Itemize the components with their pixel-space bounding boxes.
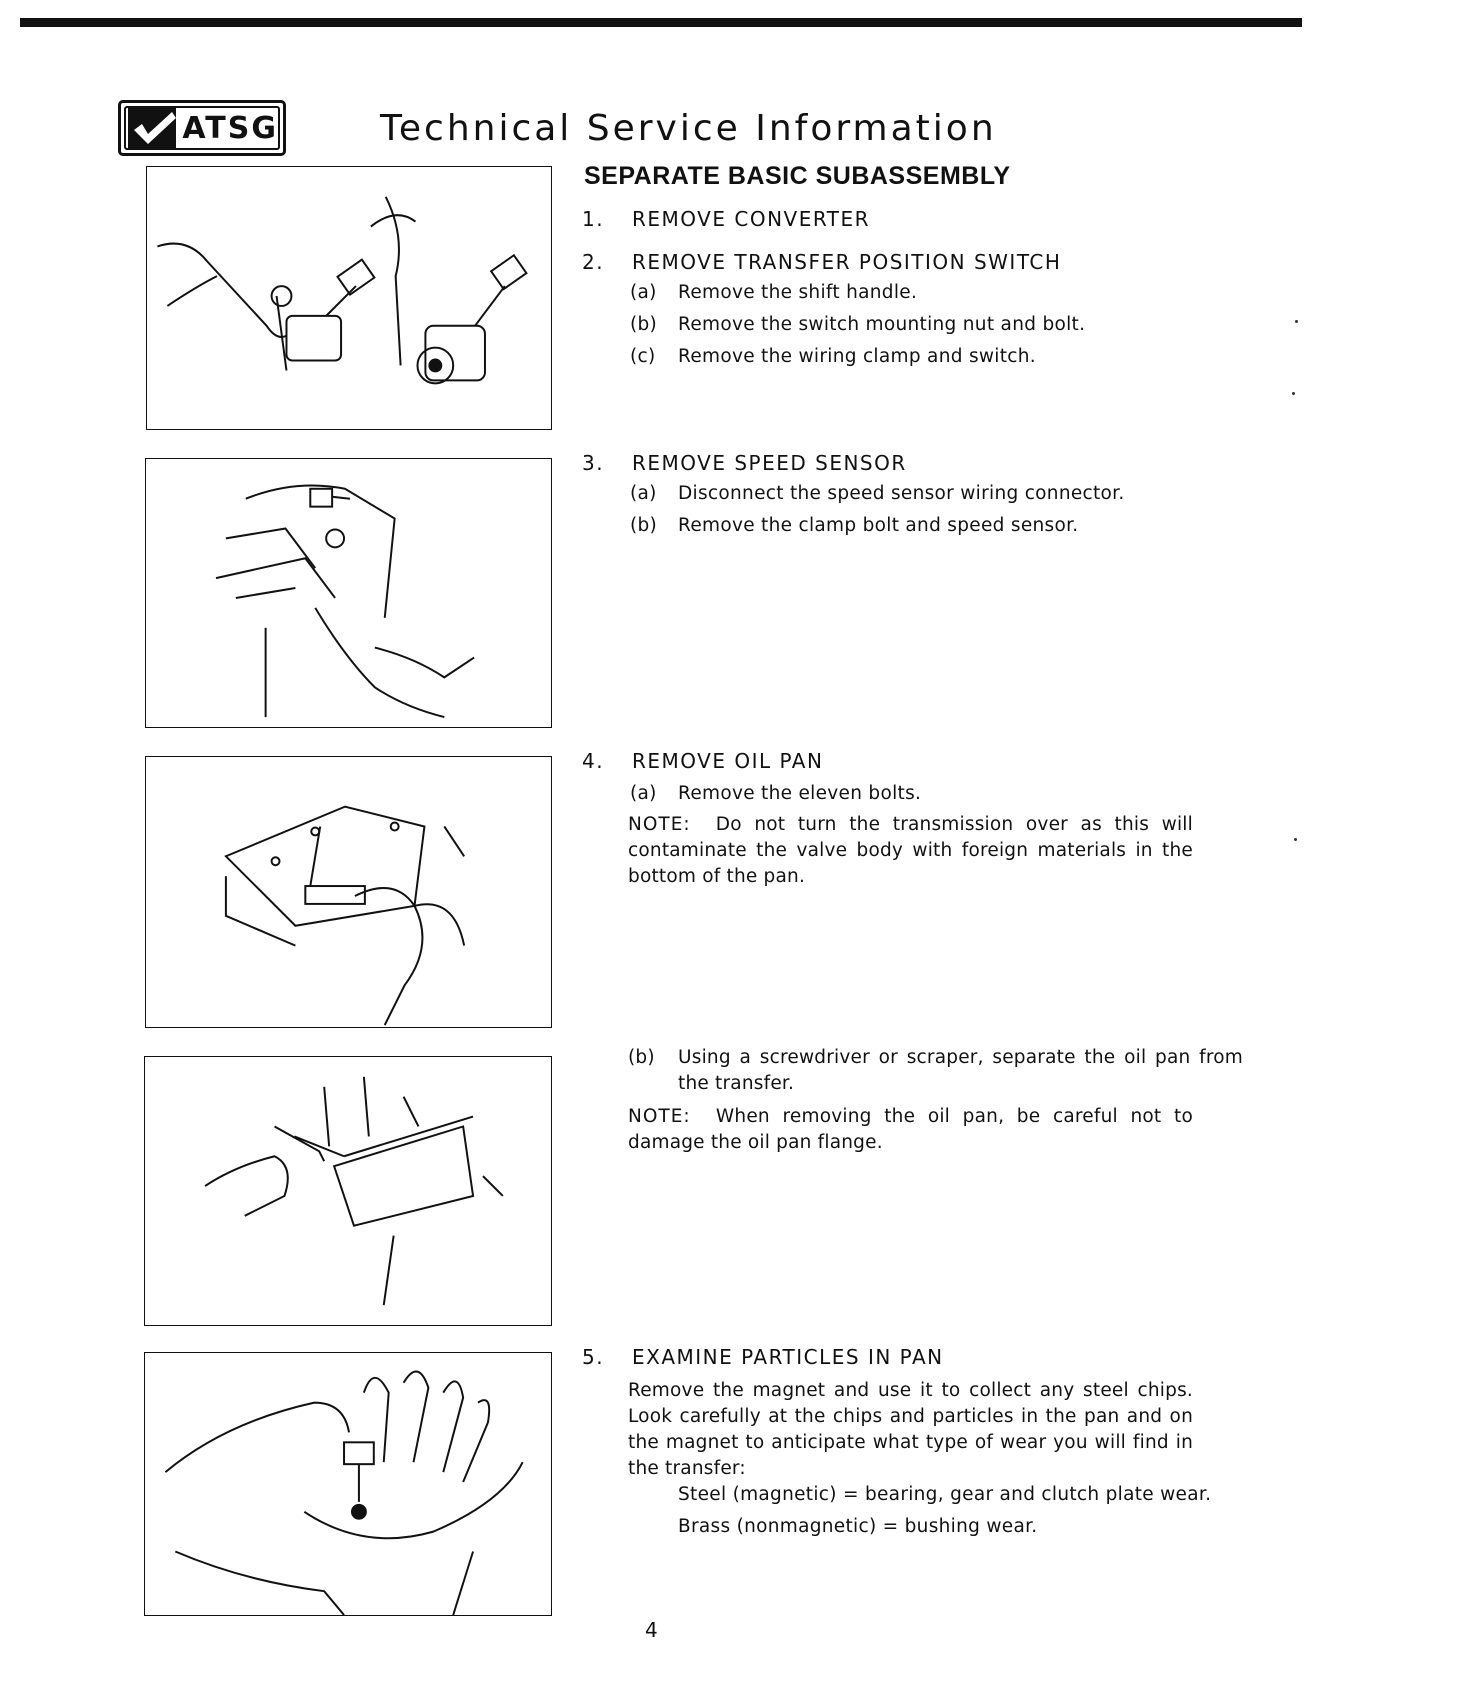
figure-oil-pan-bolts xyxy=(145,756,552,1028)
atsg-logo xyxy=(118,100,286,156)
top-rule xyxy=(20,18,1302,27)
step-1-heading xyxy=(582,207,870,231)
logo-text: ATSG xyxy=(182,110,278,146)
step-number: 1. xyxy=(582,207,605,231)
step-4-heading xyxy=(582,749,823,773)
item-text: Remove the wiring clamp and switch. xyxy=(678,346,1036,367)
step-3-item-b xyxy=(630,515,1078,536)
scan-speck xyxy=(1292,392,1295,395)
item-label: (b) xyxy=(630,515,658,536)
step-4-note-1 xyxy=(628,812,1193,890)
item-text: Remove the eleven bolts. xyxy=(678,783,922,804)
step-5-line-1: Steel (magnetic) = bearing, gear and clutch plate wear. xyxy=(678,1484,1212,1505)
step-title: REMOVE SPEED SENSOR xyxy=(632,451,907,475)
step-2-item-b xyxy=(630,314,1085,335)
step-3-heading xyxy=(582,451,907,475)
step-2-heading xyxy=(582,250,1061,274)
step-4-item-a xyxy=(630,783,921,804)
step-2-item-a xyxy=(630,282,917,303)
item-label: (c) xyxy=(630,346,656,367)
page-title: Technical Service Information xyxy=(380,108,997,149)
step-3-item-a xyxy=(630,483,1125,504)
checkmark-logo-icon xyxy=(128,108,176,148)
item-label: (b) xyxy=(630,314,658,335)
note-label: NOTE: xyxy=(628,1106,691,1127)
page-number: 4 xyxy=(645,1618,658,1642)
figure-oil-pan-separate xyxy=(144,1056,552,1326)
step-number: 4. xyxy=(582,749,605,773)
note-text: When removing the oil pan, be careful not to damage the oil pan flange. xyxy=(628,1106,1193,1153)
item-text: Disconnect the speed sensor wiring connector. xyxy=(678,483,1125,504)
step-number: 3. xyxy=(582,451,605,475)
step-4-item-b xyxy=(628,1045,1243,1097)
step-number: 2. xyxy=(582,250,605,274)
item-text: Using a screwdriver or scraper, separate the oil pan from the transfer. xyxy=(678,1047,1243,1094)
step-5-body: Remove the magnet and use it to collect any steel chips. Look carefully at the chips and particles in the pan and on the magnet to anticipate what type of wear you will find in the transfer: xyxy=(628,1380,1193,1479)
step-number: 5. xyxy=(582,1345,605,1369)
figure-transfer-position-switch xyxy=(146,166,552,430)
note-text: Do not turn the transmission over as this will contaminate the valve body with foreign materials in the bottom of the pan. xyxy=(628,814,1193,887)
item-text: Remove the switch mounting nut and bolt. xyxy=(678,314,1086,335)
item-label: (a) xyxy=(630,783,657,804)
item-text: Remove the clamp bolt and speed sensor. xyxy=(678,515,1079,536)
step-4-note-2 xyxy=(628,1104,1193,1156)
step-5-heading xyxy=(582,1345,944,1369)
section-title: SEPARATE BASIC SUBASSEMBLY xyxy=(584,162,1011,190)
figure-examine-particles xyxy=(144,1352,552,1616)
step-title: REMOVE OIL PAN xyxy=(632,749,824,773)
step-title: EXAMINE PARTICLES IN PAN xyxy=(632,1345,944,1369)
item-text: Remove the shift handle. xyxy=(678,282,918,303)
item-label: (a) xyxy=(630,483,657,504)
scan-speck xyxy=(1294,838,1297,841)
step-title: REMOVE CONVERTER xyxy=(632,207,871,231)
step-5-line-2: Brass (nonmagnetic) = bushing wear. xyxy=(678,1516,1038,1537)
item-label: (b) xyxy=(628,1047,655,1068)
figure-speed-sensor xyxy=(145,458,552,728)
note-label: NOTE: xyxy=(628,814,691,835)
step-title: REMOVE TRANSFER POSITION SWITCH xyxy=(632,250,1062,274)
scan-speck xyxy=(1295,320,1298,323)
step-2-item-c xyxy=(630,346,1036,367)
item-label: (a) xyxy=(630,282,657,303)
